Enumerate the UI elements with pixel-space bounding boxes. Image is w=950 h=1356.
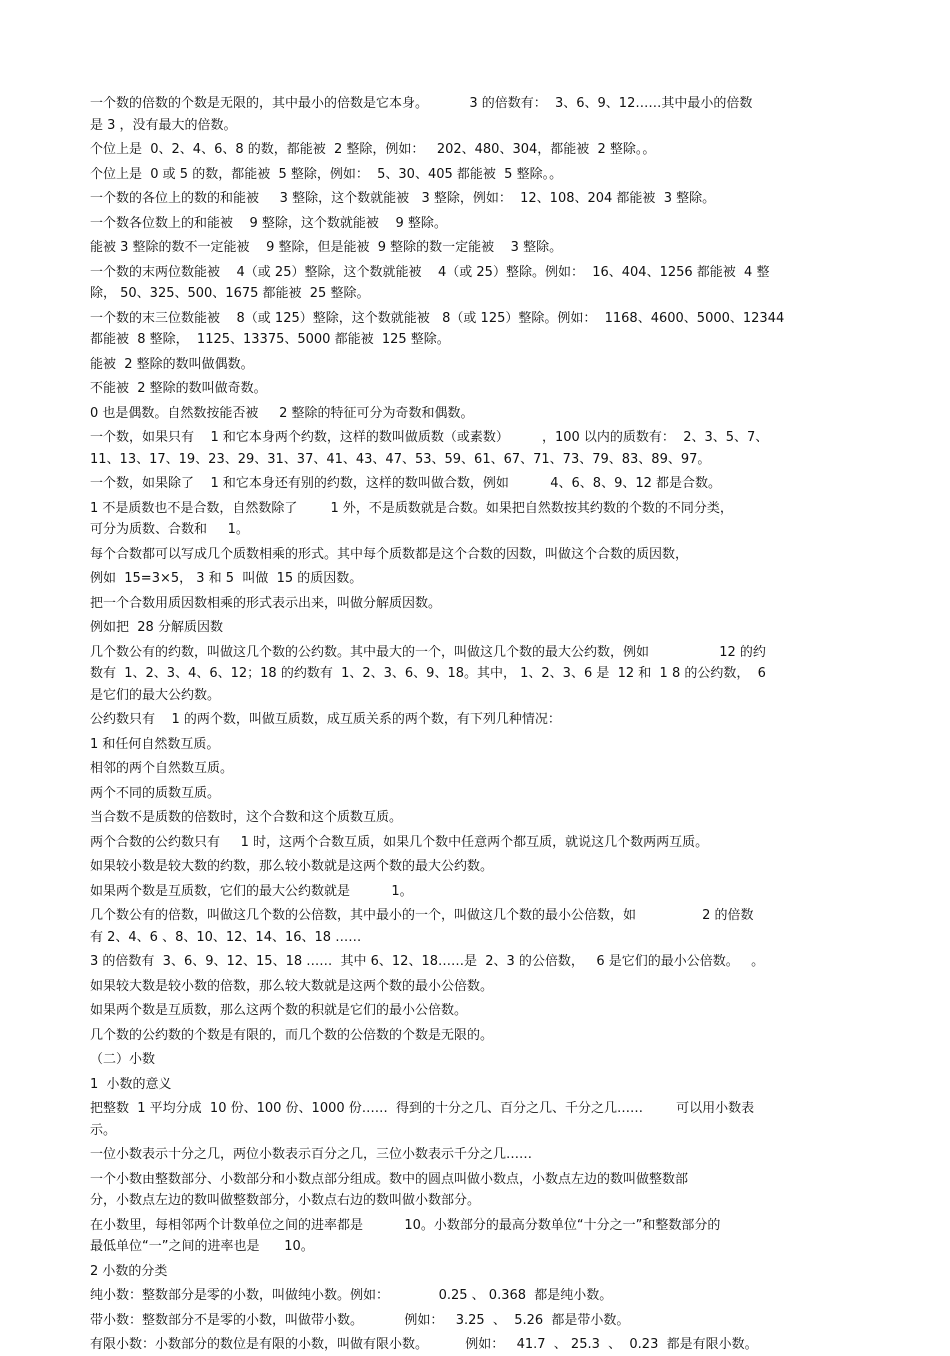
text-line: 如果较小数是较大数的约数，那么较小数就是这两个数的最大公约数。 [90, 859, 494, 874]
text-line: 3 的倍数有 3、6、9、12、15、18 …… 其中 6、12、18……是 2、3 的公倍数， 6 是它们的最小公倍数。 。 [90, 954, 765, 969]
text-line: 2 小数的分类 [90, 1263, 168, 1279]
text-line: 公约数只有 1 的两个数，叫做互质数，成互质关系的两个数，有下列几种情况： [90, 712, 561, 727]
text-line: 11、13、17、19、23、29、31、37、41、43、47、53、59、61、67、71、73、79、83、89、97。 [90, 451, 711, 467]
text-line: 有限小数：小数部分的数位是有限的小数，叫做有限小数。 例如： 41.7 、 25.3 、 0.23 都是有限小数。 [90, 1337, 758, 1352]
text-line: 一个数各位数上的和能被 9 整除，这个数就能被 9 整除。 [90, 215, 447, 231]
text-line: 是它们的最大公约数。 [90, 687, 221, 703]
text-line: 在小数里，每相邻两个计数单位之间的进率都是 10。小数部分的最高分数单位“十分之一”和整数部分的 [90, 1217, 721, 1233]
text-line: 如果两个数是互质数，它们的最大公约数就是 1。 [90, 883, 413, 899]
text-line: 都能被 8 整除， 1125、13375、5000 都能被 125 整除。 [90, 332, 450, 347]
text-line: 带小数：整数部分不是零的小数，叫做带小数。 例如： 3.25 、 5.26 都是带小数。 [90, 1312, 630, 1328]
text-line: （二）小数 [90, 1052, 156, 1067]
text-line: 几个数的公约数的个数是有限的，而几个数的公倍数的个数是无限的。 [90, 1027, 494, 1043]
text-line: 除， 50、325、500、1675 都能被 25 整除。 [90, 286, 370, 301]
text-line: 例如把 28 分解质因数 [90, 620, 223, 635]
text-line: 一个数的末三位数能被 8（或 125）整除，这个数就能被 8（或 125）整除。例如： 1168、4600、5000、12344 [90, 310, 785, 326]
text-line: 纯小数：整数部分是零的小数，叫做纯小数。例如： 0.25 、 0.368 都是纯小数。 [90, 1288, 613, 1303]
text-line: 最低单位“一”之间的进率也是 10。 [90, 1239, 314, 1254]
text-line: 0 也是偶数。自然数按能否被 2 整除的特征可分为奇数和偶数。 [90, 405, 474, 421]
text-line: 相邻的两个自然数互质。 [90, 761, 234, 776]
text-line: 例如 15=3×5， 3 和 5 叫做 15 的质因数。 [90, 571, 363, 586]
text-line: 如果较大数是较小数的倍数，那么较大数就是这两个数的最小公倍数。 [90, 978, 494, 994]
text-line: 不能被 2 整除的数叫做奇数。 [90, 381, 267, 396]
text-line: 把一个合数用质因数相乘的形式表示出来，叫做分解质因数。 [90, 595, 442, 611]
text-line: 个位上是 0 或 5 的数，都能被 5 整除，例如： 5、30、405 都能被 5 整除。。 [90, 166, 563, 182]
text-line: 一个数的倍数的个数是无限的，其中最小的倍数是它本身。 3 的倍数有： 3、6、9、12……其中最小的倍数 [90, 96, 753, 111]
text-line: 数有 1、2、3、4、6、12；18 的约数有 1、2、3、6、9、18。其中， 1、2、3、6 是 12 和 1 8 的公约数， 6 [90, 666, 766, 681]
text-line: 一位小数表示十分之几，两位小数表示百分之几，三位小数表示千分之几…… [90, 1147, 533, 1162]
text-line: 几个数公有的倍数，叫做这几个数的公倍数，其中最小的一个，叫做这几个数的最小公倍数，如 2 的倍数 [90, 908, 754, 923]
text-line: 是 3 ，没有最大的倍数。 [90, 117, 237, 133]
text-line: 一个数，如果除了 1 和它本身还有别的约数，这样的数叫做合数，例如 4、6、8、9、12 都是合数。 [90, 476, 722, 491]
text-line: 一个小数由整数部分、小数部分和小数点部分组成。数中的圆点叫做小数点，小数点左边的数叫做整数部 [90, 1171, 689, 1187]
text-line: 如果两个数是互质数，那么这两个数的积就是它们的最小公倍数。 [90, 1003, 468, 1018]
text-line: 1 和任何自然数互质。 [90, 736, 220, 752]
text-line: 当合数不是质数的倍数时，这个合数和这个质数互质。 [90, 810, 403, 825]
text-line: 把整数 1 平均分成 10 份、100 份、1000 份…… 得到的十分之几、百分之几、千分之几…… 可以用小数表 [90, 1101, 755, 1116]
text-line: 1 小数的意义 [90, 1076, 172, 1092]
text-line: 示。 [90, 1122, 117, 1138]
document-body [90, 93, 875, 1356]
text-line: 个位上是 0、2、4、6、8 的数，都能被 2 整除，例如： 202、480、304，都能被 2 整除。。 [90, 142, 656, 157]
text-line: 一个数的各位上的数的和能被 3 整除，这个数就能被 3 整除，例如： 12、108、204 都能被 3 整除。 [90, 191, 716, 206]
text-line: 每个合数都可以写成几个质数相乘的形式。其中每个质数都是这个合数的因数，叫做这个合数的质因数， [90, 546, 689, 562]
text-line: 能被 3 整除的数不一定能被 9 整除，但是能被 9 整除的数一定能被 3 整除。 [90, 240, 563, 255]
text-line: 一个数，如果只有 1 和它本身两个约数，这样的数叫做质数（或素数） ，100 以内的质数有： 2、3、5、7、 [90, 430, 769, 445]
text-line: 几个数公有的约数，叫做这几个数的公约数。其中最大的一个，叫做这几个数的最大公约数，例如 12 的约 [90, 644, 766, 660]
text-line: 1 不是质数也不是合数，自然数除了 1 外，不是质数就是合数。如果把自然数按其约数的个数的不同分类， [90, 500, 733, 516]
text-line: 两个合数的公约数只有 1 时，这两个合数互质，如果几个数中任意两个都互质，就说这几个数两两互质。 [90, 834, 709, 850]
text-line: 分，小数点左边的数叫做整数部分，小数点右边的数叫做小数部分。 [90, 1193, 481, 1208]
text-line: 一个数的末两位数能被 4（或 25）整除，这个数就能被 4（或 25）整除。例如： 16、404、1256 都能被 4 整 [90, 264, 770, 280]
text-line: 两个不同的质数互质。 [90, 785, 221, 801]
text-line: 能被 2 整除的数叫做偶数。 [90, 356, 254, 372]
text-line: 可分为质数、合数和 1。 [90, 522, 249, 537]
text-line: 有 2、4、6 、8、10、12、14、16、18 …… [90, 929, 362, 945]
